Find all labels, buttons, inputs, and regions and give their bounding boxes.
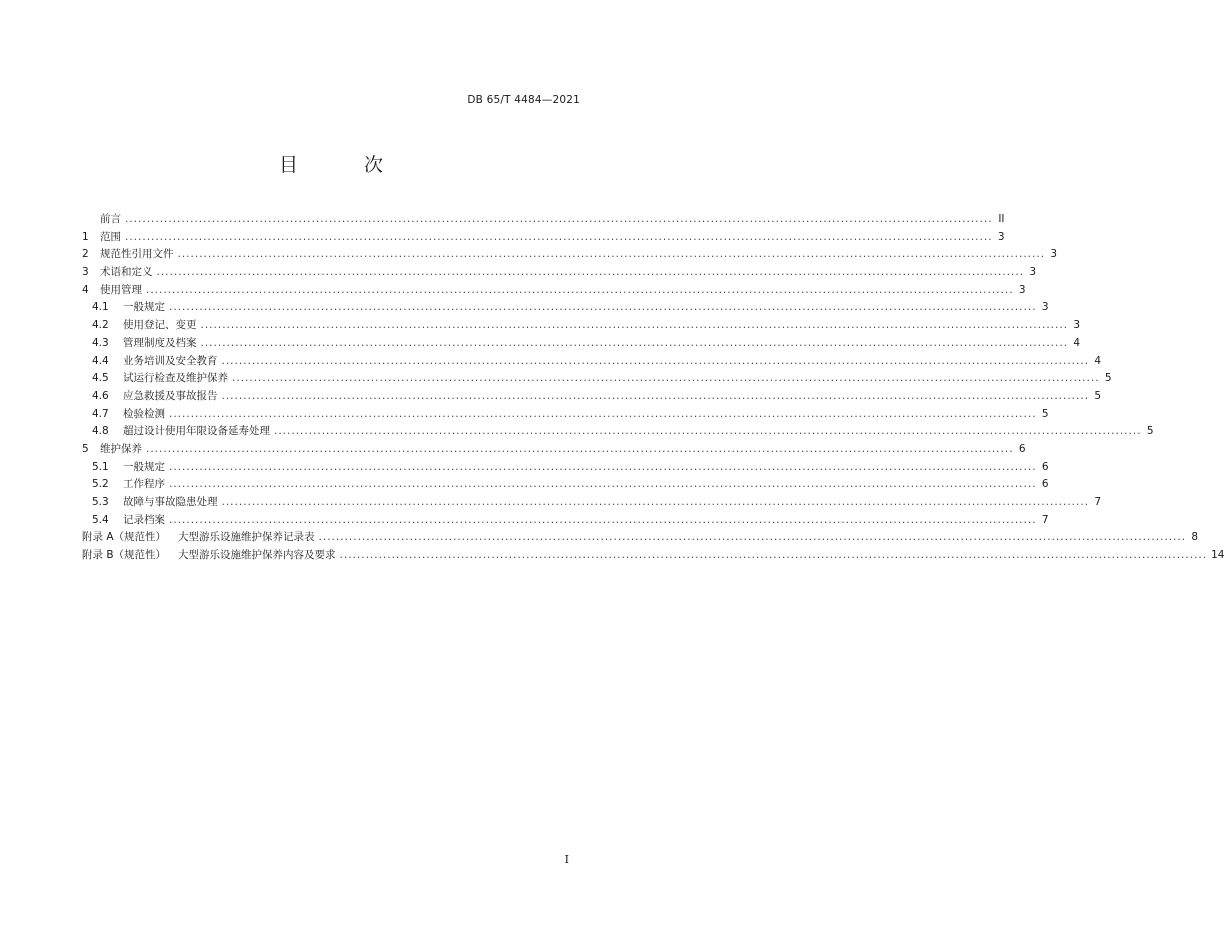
- toc-dot-leader: ........................................................................................................................................................................................................: [125, 213, 993, 225]
- toc-entry-number: 5.4: [92, 513, 109, 526]
- toc-entry-number: 4.5: [92, 372, 109, 385]
- toc-entry-page: 3: [1041, 301, 1049, 314]
- toc-entry-number: 附录 B（规范性）: [82, 549, 167, 562]
- toc-entry-page: 3: [1018, 283, 1026, 296]
- toc-entry[interactable]: [82, 388, 1102, 406]
- toc-entry-page: 4: [1094, 354, 1102, 367]
- toc-entry-label: 管理制度及档案: [123, 336, 197, 349]
- toc-dot-leader: ........................................................................................................................................................................................................: [125, 230, 993, 243]
- toc-entry-label: 试运行检查及维护保养: [123, 372, 228, 385]
- toc-entry[interactable]: [82, 299, 1049, 317]
- toc-entry-label: 一般规定: [123, 460, 165, 473]
- toc-entry-page: 6: [1041, 460, 1049, 473]
- toc-entry-number: 1: [82, 230, 89, 243]
- toc-entry-label: 术语和定义: [100, 266, 153, 279]
- toc-entry-label: 记录档案: [123, 513, 165, 526]
- toc-dot-leader: ........................................................................................................................................................................................................: [169, 301, 1037, 314]
- toc-entry[interactable]: [82, 406, 1049, 424]
- toc-entry-label: 前言: [100, 213, 121, 225]
- toc-entry-number: 4.3: [92, 336, 109, 349]
- toc-entry-number: 4.7: [92, 407, 109, 420]
- toc-entry-page: 3: [1073, 319, 1081, 332]
- toc-entry[interactable]: [82, 353, 1102, 371]
- toc-entry-label: 范围: [100, 230, 121, 243]
- toc-entry[interactable]: [82, 459, 1049, 477]
- toc-dot-leader: ........................................................................................................................................................................................................: [169, 513, 1037, 526]
- toc-entry-page: 7: [1041, 513, 1049, 526]
- toc-dot-leader: ........................................................................................................................................................................................................: [146, 442, 1014, 455]
- toc-entry-page: 6: [1018, 442, 1026, 455]
- toc-entry-number: 4.2: [92, 319, 109, 332]
- toc-entry[interactable]: [82, 246, 1058, 264]
- toc-entry-number: 5: [82, 442, 89, 455]
- toc-entry-number: 2: [82, 248, 89, 261]
- toc-entry[interactable]: [82, 494, 1102, 512]
- toc-dot-leader: ........................................................................................................................................................................................................: [339, 549, 1208, 562]
- toc-dot-leader: ........................................................................................................................................................................................................: [200, 336, 1069, 349]
- toc-entry-label: 大型游乐设施维护保养内容及要求: [178, 549, 336, 562]
- toc-dot-leader: ........................................................................................................................................................................................................: [169, 407, 1037, 420]
- toc-entry-page: 5: [1146, 425, 1154, 438]
- document-code: DB 65/T 4484—2021: [467, 94, 580, 106]
- toc-entry[interactable]: [82, 211, 1005, 229]
- toc-entry-page: 7: [1094, 496, 1102, 508]
- toc-entry[interactable]: [82, 441, 1026, 459]
- toc-dot-leader: ........................................................................................................................................................................................................: [221, 389, 1090, 402]
- toc-entry-number: 3: [82, 266, 89, 279]
- toc-entry-label: 一般规定: [123, 301, 165, 314]
- toc-entry-number: 4: [82, 283, 89, 296]
- page-title: 目 次: [278, 154, 414, 176]
- toc-dot-leader: ........................................................................................................................................................................................................: [169, 478, 1037, 491]
- toc-entry-page: 3: [1050, 248, 1058, 261]
- toc-entry[interactable]: [82, 282, 1026, 300]
- toc-entry[interactable]: [82, 476, 1049, 494]
- toc-entry[interactable]: [82, 317, 1081, 335]
- toc-entry[interactable]: [82, 423, 1154, 441]
- toc-entry-number: 5.1: [92, 460, 109, 473]
- toc-entry-number: 5.3: [92, 496, 109, 508]
- toc-entry-number: 4.8: [92, 425, 109, 438]
- toc-entry-label: 检验检测: [123, 407, 165, 420]
- toc-entry[interactable]: [82, 547, 1224, 565]
- toc-entry-number: 附录 A（规范性）: [82, 531, 167, 544]
- toc-entry-page: 3: [1029, 266, 1037, 279]
- toc-dot-leader: ........................................................................................................................................................................................................: [274, 425, 1142, 438]
- toc-dot-leader: ........................................................................................................................................................................................................: [200, 319, 1069, 332]
- toc-entry-page: 4: [1073, 336, 1081, 349]
- toc-entry-number: 4.4: [92, 354, 109, 367]
- toc-entry[interactable]: [82, 335, 1081, 353]
- toc-entry-page: 5: [1041, 407, 1049, 420]
- toc-entry-page: 8: [1191, 531, 1199, 544]
- toc-dot-leader: ........................................................................................................................................................................................................: [156, 266, 1025, 279]
- toc-entry-page: 6: [1041, 478, 1049, 491]
- toc-entry-label: 规范性引用文件: [100, 248, 174, 261]
- toc-dot-leader: ........................................................................................................................................................................................................: [177, 248, 1046, 261]
- toc-entry-label: 业务培训及安全教育: [123, 354, 218, 367]
- toc-entry[interactable]: [82, 529, 1199, 547]
- toc-entry-number: 5.2: [92, 478, 109, 491]
- toc-entry-page: 14: [1211, 549, 1224, 562]
- toc-entry[interactable]: [82, 229, 1005, 247]
- toc-dot-leader: ........................................................................................................................................................................................................: [169, 460, 1037, 473]
- toc-entry-number: 4.6: [92, 389, 109, 402]
- toc-dot-leader: ........................................................................................................................................................................................................: [146, 283, 1014, 296]
- toc-dot-leader: ........................................................................................................................................................................................................: [221, 354, 1090, 367]
- toc-entry-label: 使用登记、变更: [123, 319, 197, 332]
- toc-entry[interactable]: [82, 370, 1112, 388]
- toc-entry-page: 5: [1094, 389, 1102, 402]
- toc-dot-leader: ........................................................................................................................................................................................................: [318, 531, 1187, 544]
- toc-entry-label: 使用管理: [100, 283, 142, 296]
- toc-entry-page: II: [998, 213, 1005, 225]
- toc-entry-page: 5: [1104, 372, 1112, 385]
- toc-entry-label: 工作程序: [123, 478, 165, 491]
- toc-entry-label: 大型游乐设施维护保养记录表: [178, 531, 315, 544]
- toc-entry-label: 应急救援及事故报告: [123, 389, 218, 402]
- toc-entry[interactable]: [82, 512, 1049, 530]
- toc-entry-label: 维护保养: [100, 442, 142, 455]
- toc-dot-leader: ........................................................................................................................................................................................................: [221, 496, 1090, 508]
- toc-entry[interactable]: [82, 264, 1037, 282]
- page-number: I: [564, 853, 569, 866]
- toc-dot-leader: ........................................................................................................................................................................................................: [232, 372, 1100, 385]
- toc-entry-number: 4.1: [92, 301, 109, 314]
- toc-entry-label: 超过设计使用年限设备延寿处理: [123, 425, 270, 438]
- toc-entry-page: 3: [997, 230, 1005, 243]
- table-of-contents: [82, 211, 1224, 565]
- toc-entry-label: 故障与事故隐患处理: [123, 496, 218, 508]
